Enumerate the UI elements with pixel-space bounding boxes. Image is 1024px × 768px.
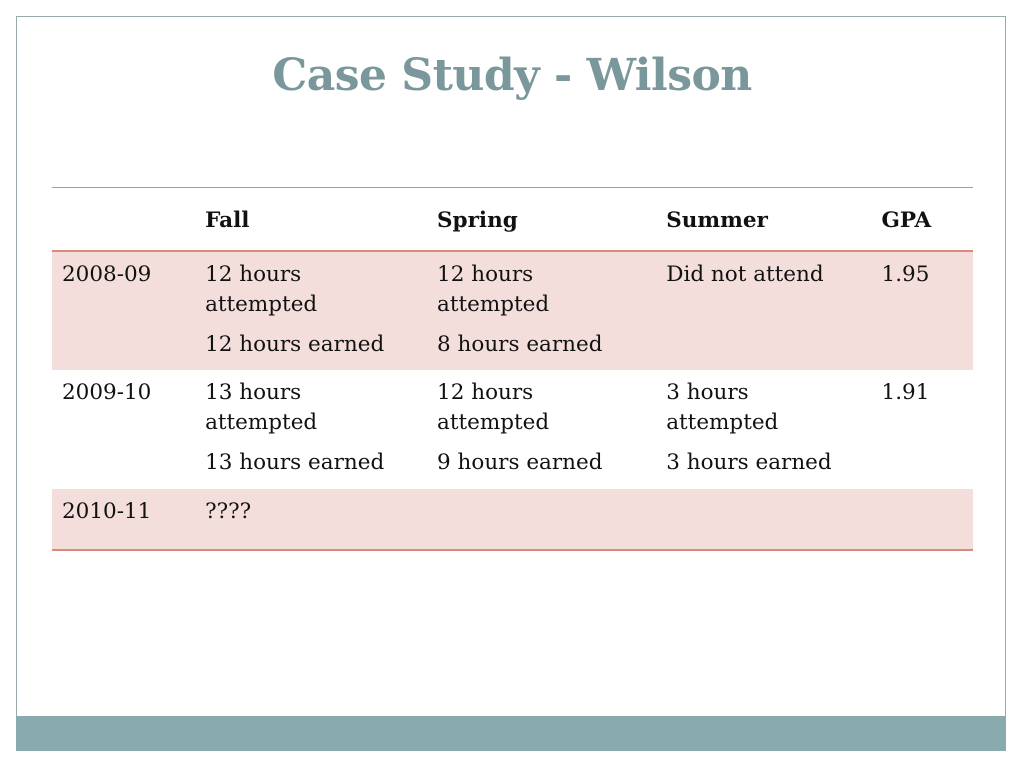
summer-status: Did not attend: [666, 262, 824, 287]
fall-earned: 12 hours earned: [205, 332, 385, 358]
footer-bar: [16, 716, 1006, 751]
fall-attempted: 12 hours attempted: [205, 262, 318, 318]
spring-earned: 8 hours earned: [437, 332, 603, 358]
table-row: [52, 489, 973, 550]
fall-earned: 13 hours earned: [205, 450, 385, 476]
grades-table: [52, 187, 973, 551]
table-row: [52, 370, 973, 488]
summer-attempted: 3 hours attempted: [666, 380, 779, 436]
row-gpa: [872, 489, 973, 550]
spring-earned: 9 hours earned: [437, 450, 603, 476]
row-fall: [195, 489, 427, 550]
row-fall: [195, 251, 427, 370]
slide-title: Case Study - Wilson: [272, 50, 752, 101]
row-year: 2010-11: [52, 489, 195, 550]
spring-attempted: 12 hours attempted: [437, 262, 550, 318]
row-gpa: 1.95: [872, 251, 973, 370]
row-year: 2008-09: [52, 251, 195, 370]
header-blank: [52, 188, 195, 252]
row-spring: [427, 370, 656, 488]
header-fall: Fall: [205, 207, 250, 233]
row-spring: [427, 489, 656, 550]
summer-earned: 3 hours earned: [666, 450, 832, 476]
row-summer: [656, 489, 871, 550]
row-gpa: 1.91: [881, 380, 930, 406]
header-spring: Spring: [437, 207, 518, 233]
row-year: 2009-10: [62, 380, 152, 406]
row-spring: [427, 251, 656, 370]
fall-attempted: 13 hours attempted: [205, 380, 318, 436]
row-fall: [195, 370, 427, 488]
spring-attempted: 12 hours attempted: [437, 380, 550, 436]
fall-status: ????: [205, 498, 252, 524]
row-summer: [656, 251, 871, 370]
header-gpa: GPA: [881, 207, 932, 233]
row-summer: [656, 370, 871, 488]
header-summer: Summer: [666, 207, 768, 233]
table-header-row: [52, 188, 973, 252]
table-row: [52, 251, 973, 370]
